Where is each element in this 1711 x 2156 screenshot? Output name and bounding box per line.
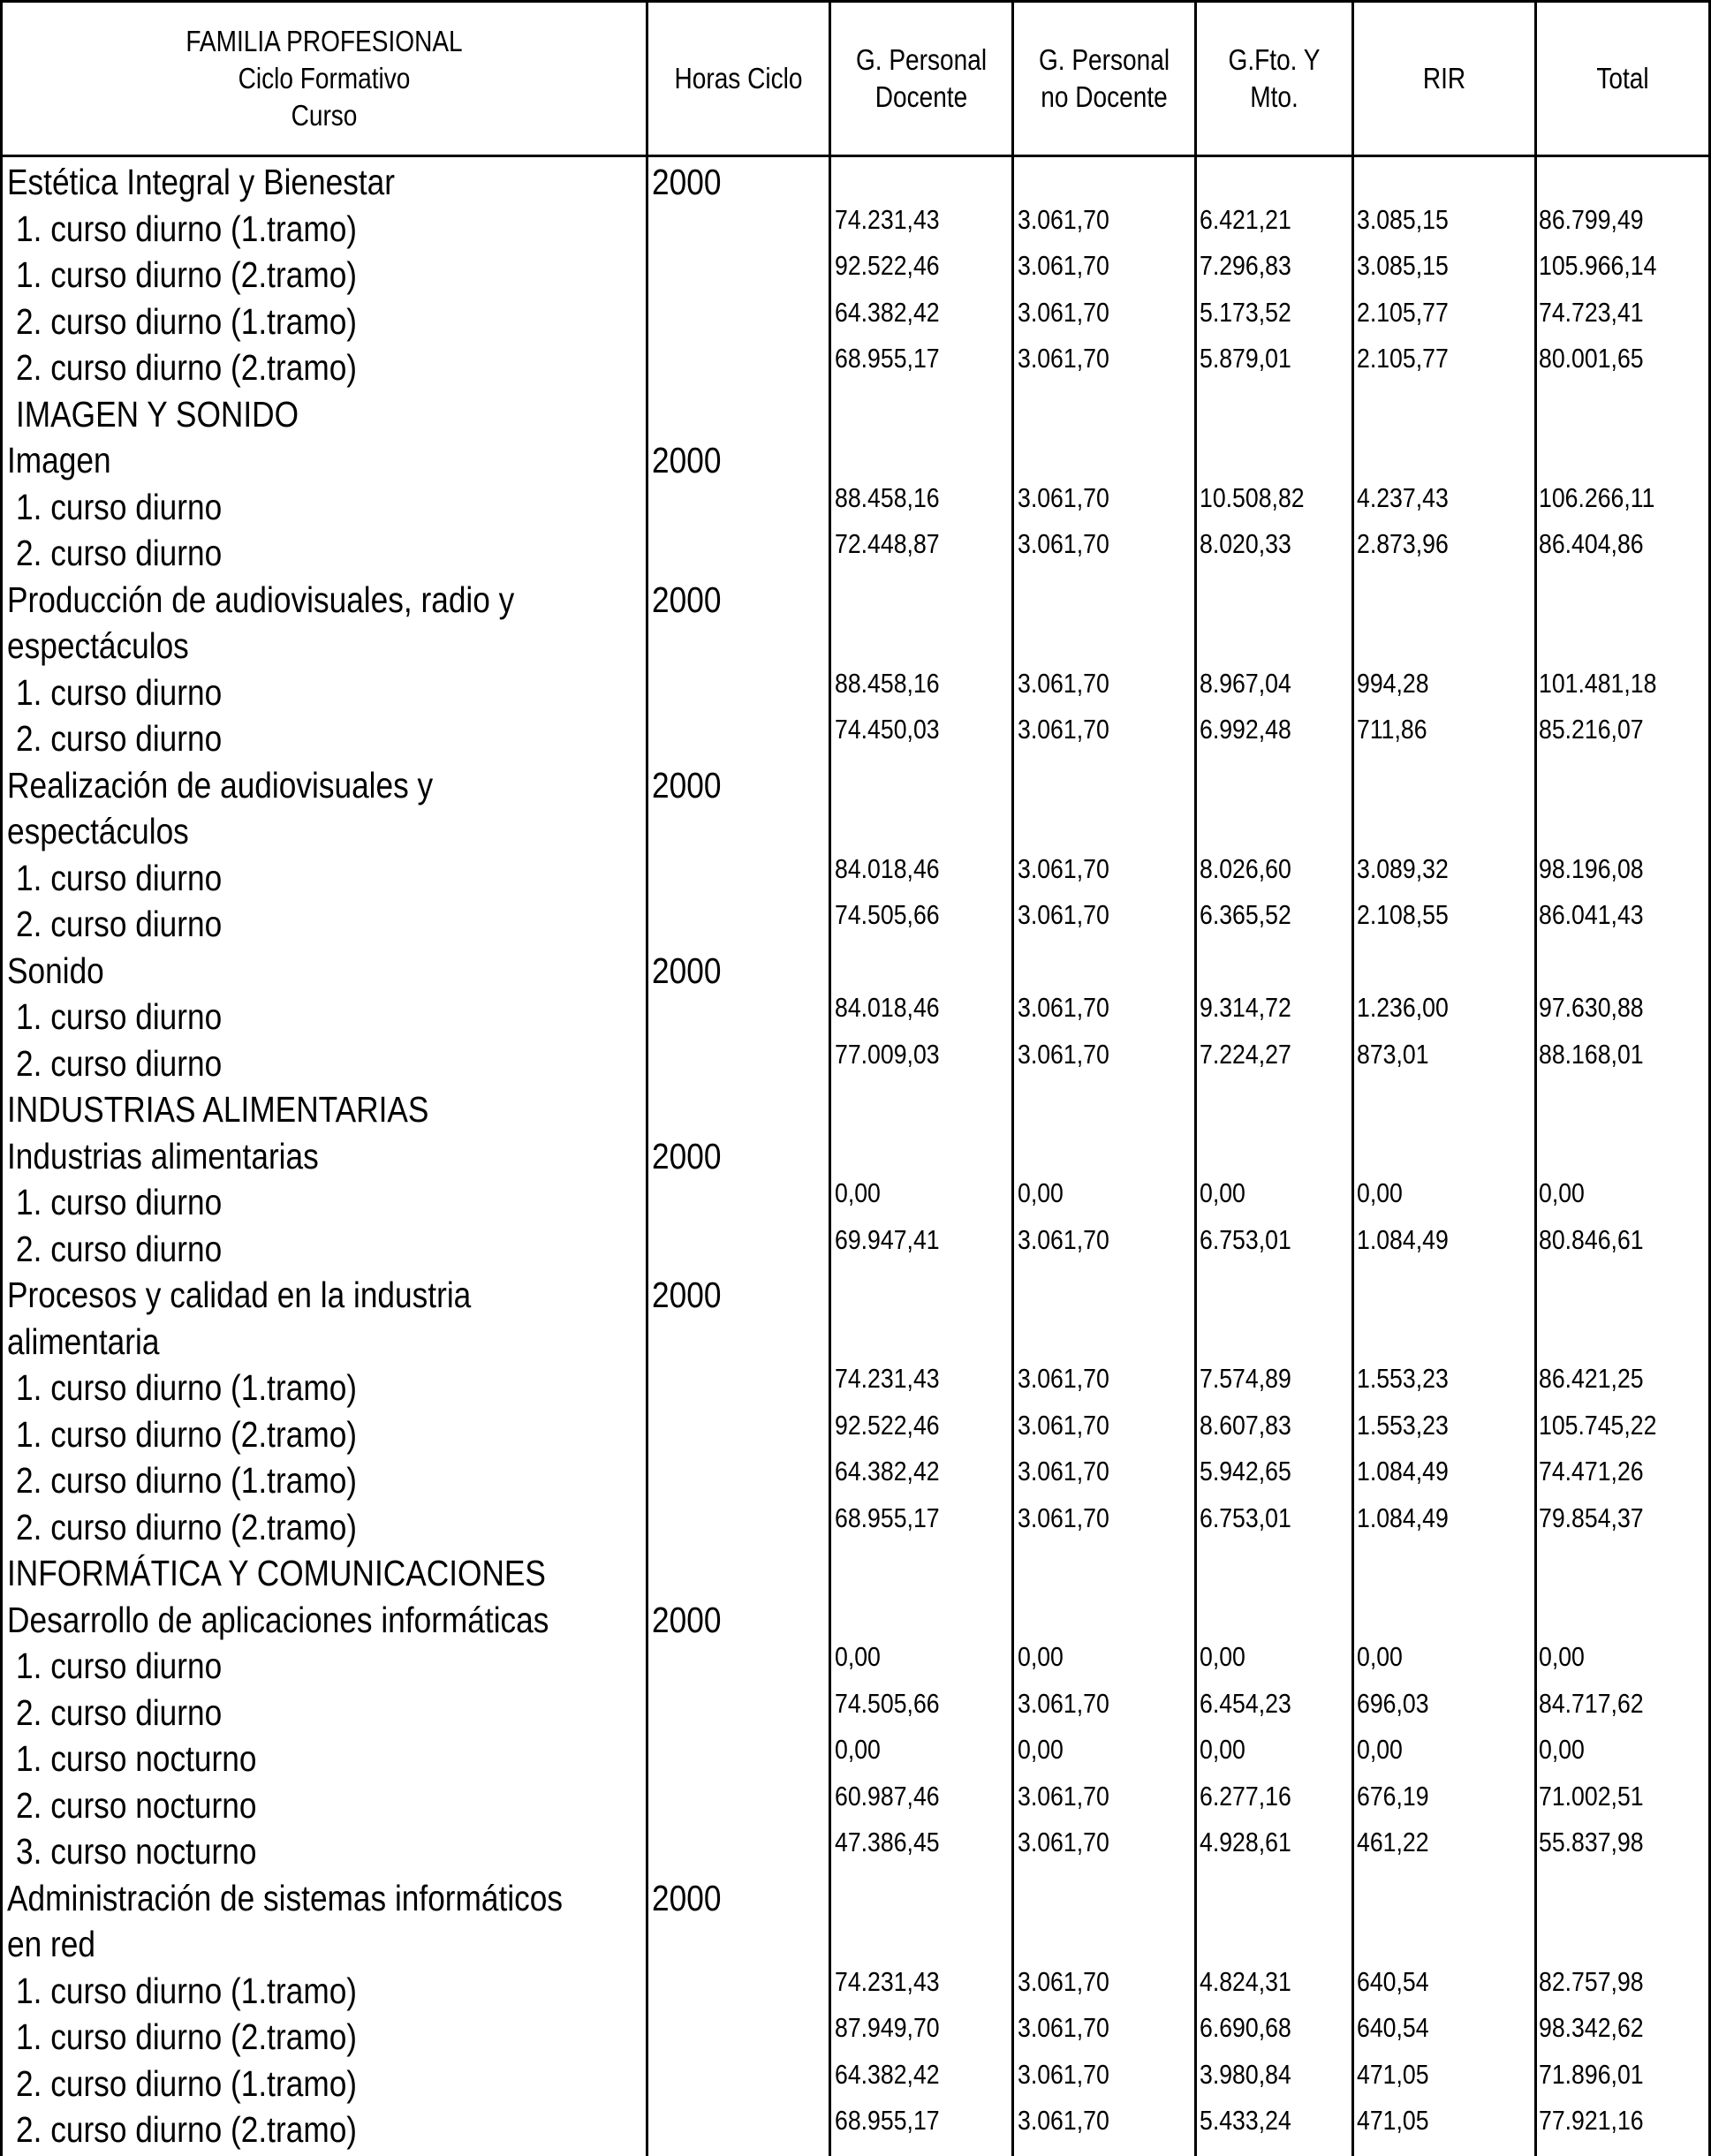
row-label: INFORMÁTICA Y COMUNICACIONES: [7, 1553, 546, 1593]
row-label: 1. curso diurno: [16, 1645, 223, 1686]
row-label: alimentaria: [7, 1320, 160, 1362]
cell-gfto: 6.421,21: [1200, 203, 1291, 235]
cell-rir: 2.873,96: [1357, 528, 1449, 559]
cell-total: 55.837,98: [1539, 1827, 1644, 1857]
row-label: 3. curso nocturno: [16, 1831, 257, 1872]
row-label: 1. curso diurno (1.tramo): [16, 1970, 358, 2011]
header-pers-nodoc-line-1: G. Personal: [1038, 43, 1170, 76]
row-label: 2. curso diurno (2.tramo): [16, 347, 358, 388]
cell-rir: 0,00: [1357, 1177, 1403, 1208]
header-family-line-3: Curso: [291, 99, 358, 132]
row-label: 1. curso diurno: [16, 486, 223, 527]
table-row: [0, 577, 1711, 624]
row-label: Imagen: [7, 440, 111, 480]
cell-total: 0,00: [1539, 1641, 1585, 1672]
cell-total: 82.757,98: [1539, 1965, 1644, 1997]
cell-gfto: 5.433,24: [1200, 2105, 1291, 2136]
cell-total: 77.921,16: [1539, 2105, 1644, 2136]
row-label: 2. curso diurno (1.tramo): [16, 300, 358, 342]
cell-rir: 1.553,23: [1357, 1409, 1449, 1441]
row-label: 2. curso diurno: [16, 533, 223, 573]
cell-rir: 3.089,32: [1357, 852, 1449, 884]
cell-total: 80.846,61: [1539, 1223, 1644, 1255]
row-hours: 2000: [652, 1599, 722, 1640]
cell-pers-nodoc: 3.061,70: [1018, 2012, 1109, 2043]
row-label: 2. curso diurno: [16, 1042, 223, 1084]
cell-total: 86.799,49: [1539, 203, 1644, 235]
row-label: 1. curso diurno: [16, 857, 223, 898]
cell-total: 86.421,25: [1539, 1363, 1644, 1394]
row-label: 1. curso diurno: [16, 996, 223, 1037]
cell-total: 105.966,14: [1539, 250, 1657, 281]
cell-rir: 696,03: [1357, 1687, 1429, 1719]
cell-pers-nodoc: 3.061,70: [1018, 667, 1109, 699]
row-label: espectáculos: [7, 625, 189, 666]
cell-rir: 471,05: [1357, 2058, 1429, 2090]
cell-gfto: 6.753,01: [1200, 1502, 1291, 1533]
row-label: 2. curso diurno: [16, 1228, 223, 1269]
row-hours: 2000: [652, 579, 722, 620]
table-row: [0, 1828, 1711, 1875]
cell-pers-nodoc: 0,00: [1018, 1641, 1064, 1672]
row-label: en red: [7, 1924, 95, 1964]
header-gfto-line-2: Mto.: [1250, 80, 1298, 113]
cell-pers-nodoc: 3.061,70: [1018, 1965, 1109, 1997]
cell-pers-nodoc: 3.061,70: [1018, 714, 1109, 745]
cell-pers-nodoc: 3.061,70: [1018, 899, 1109, 930]
cell-total: 101.481,18: [1539, 667, 1657, 699]
cell-pers-doc: 68.955,17: [835, 2105, 940, 2136]
header-hours-label: Horas Ciclo: [674, 62, 803, 95]
cell-gfto: 9.314,72: [1200, 992, 1291, 1023]
row-label: 1. curso diurno: [16, 671, 223, 713]
row-label: Desarrollo de aplicaciones informáticas: [7, 1599, 549, 1640]
cell-pers-doc: 74.231,43: [835, 1965, 940, 1997]
cell-gfto: 0,00: [1200, 1734, 1245, 1765]
cell-pers-nodoc: 3.061,70: [1018, 1223, 1109, 1255]
cell-pers-doc: 0,00: [835, 1177, 881, 1208]
cell-pers-nodoc: 3.061,70: [1018, 992, 1109, 1023]
cell-pers-nodoc: 0,00: [1018, 1177, 1064, 1208]
cell-rir: 1.084,49: [1357, 1223, 1449, 1255]
row-label: 1. curso diurno: [16, 1182, 223, 1222]
row-hours: 2000: [652, 1877, 722, 1918]
header-bottom-border: [0, 155, 1711, 157]
cell-rir: 2.105,77: [1357, 296, 1449, 328]
cell-gfto: 7.296,83: [1200, 250, 1291, 281]
cell-pers-nodoc: 3.061,70: [1018, 1409, 1109, 1441]
cell-gfto: 5.879,01: [1200, 343, 1291, 374]
row-label: Administración de sistemas informáticos: [7, 1877, 564, 1918]
cell-gfto: 8.020,33: [1200, 528, 1291, 559]
cell-total: 0,00: [1539, 1734, 1585, 1765]
cell-rir: 0,00: [1357, 1641, 1403, 1672]
cell-total: 71.002,51: [1539, 1780, 1644, 1812]
cell-rir: 640,54: [1357, 1965, 1429, 1997]
cell-pers-doc: 84.018,46: [835, 852, 940, 884]
cell-gfto: 7.224,27: [1200, 1038, 1291, 1070]
cell-pers-nodoc: 3.061,70: [1018, 296, 1109, 328]
cell-pers-doc: 72.448,87: [835, 528, 940, 559]
cell-pers-nodoc: 3.061,70: [1018, 1827, 1109, 1857]
row-label: 2. curso diurno (1.tramo): [16, 1460, 358, 1501]
cell-pers-doc: 0,00: [835, 1734, 881, 1765]
table-row: [0, 1504, 1711, 1551]
cell-rir: 873,01: [1357, 1038, 1429, 1070]
header-total-label: Total: [1596, 62, 1649, 95]
cell-rir: 711,86: [1357, 714, 1427, 745]
row-label: 1. curso nocturno: [16, 1738, 257, 1779]
row-hours: 2000: [652, 949, 722, 991]
table-row: [0, 1550, 1711, 1597]
cell-rir: 640,54: [1357, 2012, 1429, 2043]
cell-pers-doc: 88.458,16: [835, 667, 940, 699]
cell-total: 88.168,01: [1539, 1038, 1644, 1070]
row-label: 1. curso diurno (2.tramo): [16, 1413, 358, 1455]
cell-rir: 471,05: [1357, 2105, 1429, 2136]
cell-gfto: 6.753,01: [1200, 1223, 1291, 1255]
header-total: [1550, 3, 1696, 155]
header-hours: [662, 3, 814, 155]
cell-gfto: 6.454,23: [1200, 1687, 1291, 1719]
table-row: [0, 1875, 1711, 1922]
cell-gfto: 4.824,31: [1200, 1965, 1291, 1997]
table-row: [0, 762, 1711, 809]
cell-rir: 2.105,77: [1357, 343, 1449, 374]
cell-gfto: 7.574,89: [1200, 1363, 1291, 1394]
row-label: 2. curso diurno: [16, 1691, 223, 1733]
row-hours: 2000: [652, 162, 722, 202]
cell-pers-doc: 92.522,46: [835, 1409, 940, 1441]
cell-pers-doc: 60.987,46: [835, 1780, 940, 1812]
cell-rir: 1.236,00: [1357, 992, 1449, 1023]
cell-pers-doc: 74.231,43: [835, 1363, 940, 1394]
cell-pers-doc: 74.505,66: [835, 1687, 940, 1719]
cell-pers-doc: 64.382,42: [835, 1456, 940, 1487]
cell-total: 98.342,62: [1539, 2012, 1644, 2043]
cell-pers-nodoc: 3.061,70: [1018, 1502, 1109, 1533]
cell-gfto: 6.690,68: [1200, 2012, 1291, 2043]
header-family: [51, 3, 598, 155]
cell-pers-doc: 74.450,03: [835, 714, 940, 745]
cell-pers-doc: 47.386,45: [835, 1827, 940, 1857]
row-label: 1. curso diurno (2.tramo): [16, 2016, 358, 2057]
cell-total: 97.630,88: [1539, 992, 1644, 1023]
cell-total: 105.745,22: [1539, 1409, 1657, 1441]
cell-rir: 461,22: [1357, 1827, 1429, 1857]
table-row: [0, 901, 1711, 948]
cell-total: 74.471,26: [1539, 1456, 1644, 1487]
row-label: 2. curso diurno (2.tramo): [16, 1506, 358, 1547]
cell-pers-nodoc: 0,00: [1018, 1734, 1064, 1765]
cell-rir: 676,19: [1357, 1780, 1429, 1812]
row-label: IMAGEN Y SONIDO: [16, 393, 299, 435]
row-label: Procesos y calidad en la industria: [7, 1275, 472, 1315]
cell-pers-doc: 74.231,43: [835, 203, 940, 235]
cell-total: 80.001,65: [1539, 343, 1644, 374]
row-hours: 2000: [652, 764, 722, 806]
cell-pers-doc: 84.018,46: [835, 992, 940, 1023]
row-label: Realización de audiovisuales y: [7, 764, 434, 806]
table-row: [0, 2107, 1711, 2153]
cell-rir: 994,28: [1357, 667, 1429, 699]
row-label: 2. curso diurno: [16, 904, 223, 944]
cell-total: 79.854,37: [1539, 1502, 1644, 1533]
header-pers-doc: [844, 3, 997, 155]
cell-rir: 1.084,49: [1357, 1456, 1449, 1487]
row-label: 1. curso diurno (1.tramo): [16, 208, 358, 249]
table-row: [0, 1086, 1711, 1133]
header-family-line-1: FAMILIA PROFESIONAL: [185, 25, 463, 57]
cell-pers-nodoc: 3.061,70: [1018, 2105, 1109, 2136]
table-row: [0, 715, 1711, 762]
cell-gfto: 5.942,65: [1200, 1456, 1291, 1487]
cell-total: 98.196,08: [1539, 852, 1644, 884]
cell-total: 86.041,43: [1539, 899, 1644, 930]
row-label: 1. curso diurno (2.tramo): [16, 254, 358, 295]
header-gfto: [1208, 3, 1340, 155]
cell-rir: 1.553,23: [1357, 1363, 1449, 1394]
cell-gfto: 4.928,61: [1200, 1827, 1291, 1857]
cell-gfto: 8.607,83: [1200, 1409, 1291, 1441]
row-label: Estética Integral y Bienestar: [7, 162, 396, 202]
cell-rir: 2.108,55: [1357, 899, 1449, 930]
table-row: [0, 530, 1711, 577]
row-label: Producción de audiovisuales, radio y: [7, 579, 515, 620]
cell-gfto: 10.508,82: [1200, 481, 1305, 513]
cell-pers-doc: 92.522,46: [835, 250, 940, 281]
table-row: [0, 344, 1711, 391]
cell-pers-doc: 74.505,66: [835, 899, 940, 930]
table-row: [0, 1223, 1711, 1273]
cell-rir: 3.085,15: [1357, 250, 1449, 281]
cell-pers-doc: 68.955,17: [835, 1502, 940, 1533]
cell-rir: 4.237,43: [1357, 481, 1449, 513]
cell-pers-doc: 88.458,16: [835, 481, 940, 513]
header-rir-label: RIR: [1422, 62, 1466, 95]
cell-pers-nodoc: 3.061,70: [1018, 343, 1109, 374]
cell-total: 85.216,07: [1539, 714, 1644, 745]
cell-rir: 1.084,49: [1357, 1502, 1449, 1533]
cell-gfto: 5.173,52: [1200, 296, 1291, 328]
cell-total: 74.723,41: [1539, 296, 1644, 328]
cell-pers-doc: 69.947,41: [835, 1223, 940, 1255]
cell-pers-doc: 0,00: [835, 1641, 881, 1672]
row-label: 2. curso diurno: [16, 718, 223, 759]
header-family-line-2: Ciclo Formativo: [238, 62, 411, 95]
cell-pers-nodoc: 3.061,70: [1018, 481, 1109, 513]
cell-gfto: 0,00: [1200, 1177, 1245, 1208]
cell-pers-nodoc: 3.061,70: [1018, 1780, 1109, 1812]
cell-pers-nodoc: 3.061,70: [1018, 203, 1109, 235]
cell-rir: 0,00: [1357, 1734, 1403, 1765]
row-hours: 2000: [652, 1135, 722, 1176]
cell-total: 71.896,01: [1539, 2058, 1644, 2090]
table-row: [0, 1272, 1711, 1319]
cell-total: 106.266,11: [1539, 481, 1655, 513]
row-label: espectáculos: [7, 811, 189, 851]
row-label: Sonido: [7, 949, 104, 991]
cell-gfto: 6.365,52: [1200, 899, 1291, 930]
header-pers-nodoc: [1027, 3, 1180, 155]
cell-gfto: 6.992,48: [1200, 714, 1291, 745]
cell-pers-doc: 77.009,03: [835, 1038, 940, 1070]
cell-pers-doc: 64.382,42: [835, 2058, 940, 2090]
cell-gfto: 6.277,16: [1200, 1780, 1291, 1812]
cell-pers-nodoc: 3.061,70: [1018, 2058, 1109, 2090]
header-pers-nodoc-line-2: no Docente: [1041, 80, 1168, 113]
cell-pers-nodoc: 3.061,70: [1018, 1038, 1109, 1070]
table-row: [0, 391, 1711, 438]
cell-gfto: 0,00: [1200, 1641, 1245, 1672]
row-label: 2. curso diurno (2.tramo): [16, 2109, 358, 2150]
cell-total: 86.404,86: [1539, 528, 1644, 559]
cell-total: 0,00: [1539, 1177, 1585, 1208]
table-row: [0, 1040, 1711, 1087]
row-hours: 2000: [652, 1275, 722, 1315]
header-pers-doc-line-1: G. Personal: [855, 43, 988, 76]
header-gfto-line-1: G.Fto. Y: [1228, 43, 1321, 76]
row-label: 1. curso diurno (1.tramo): [16, 1367, 358, 1408]
cell-pers-nodoc: 3.061,70: [1018, 528, 1109, 559]
cell-pers-doc: 64.382,42: [835, 296, 940, 328]
row-label: INDUSTRIAS ALIMENTARIAS: [7, 1089, 429, 1130]
header-pers-doc-line-2: Docente: [874, 80, 968, 113]
cell-rir: 3.085,15: [1357, 203, 1449, 235]
cell-gfto: 8.026,60: [1200, 852, 1291, 884]
cell-pers-doc: 87.949,70: [835, 2012, 940, 2043]
row-label: 2. curso diurno (1.tramo): [16, 2062, 358, 2104]
cell-pers-nodoc: 3.061,70: [1018, 1456, 1109, 1487]
cell-pers-nodoc: 3.061,70: [1018, 1687, 1109, 1719]
cell-total: 84.717,62: [1539, 1687, 1644, 1719]
cell-gfto: 3.980,84: [1200, 2058, 1291, 2090]
cell-gfto: 8.967,04: [1200, 667, 1291, 699]
cell-pers-doc: 68.955,17: [835, 343, 940, 374]
header-rir: [1367, 3, 1520, 155]
cell-pers-nodoc: 3.061,70: [1018, 250, 1109, 281]
row-hours: 2000: [652, 440, 722, 480]
row-label: Industrias alimentarias: [7, 1135, 319, 1176]
cell-pers-nodoc: 3.061,70: [1018, 1363, 1109, 1394]
cell-pers-nodoc: 3.061,70: [1018, 852, 1109, 884]
row-label: 2. curso nocturno: [16, 1784, 257, 1826]
